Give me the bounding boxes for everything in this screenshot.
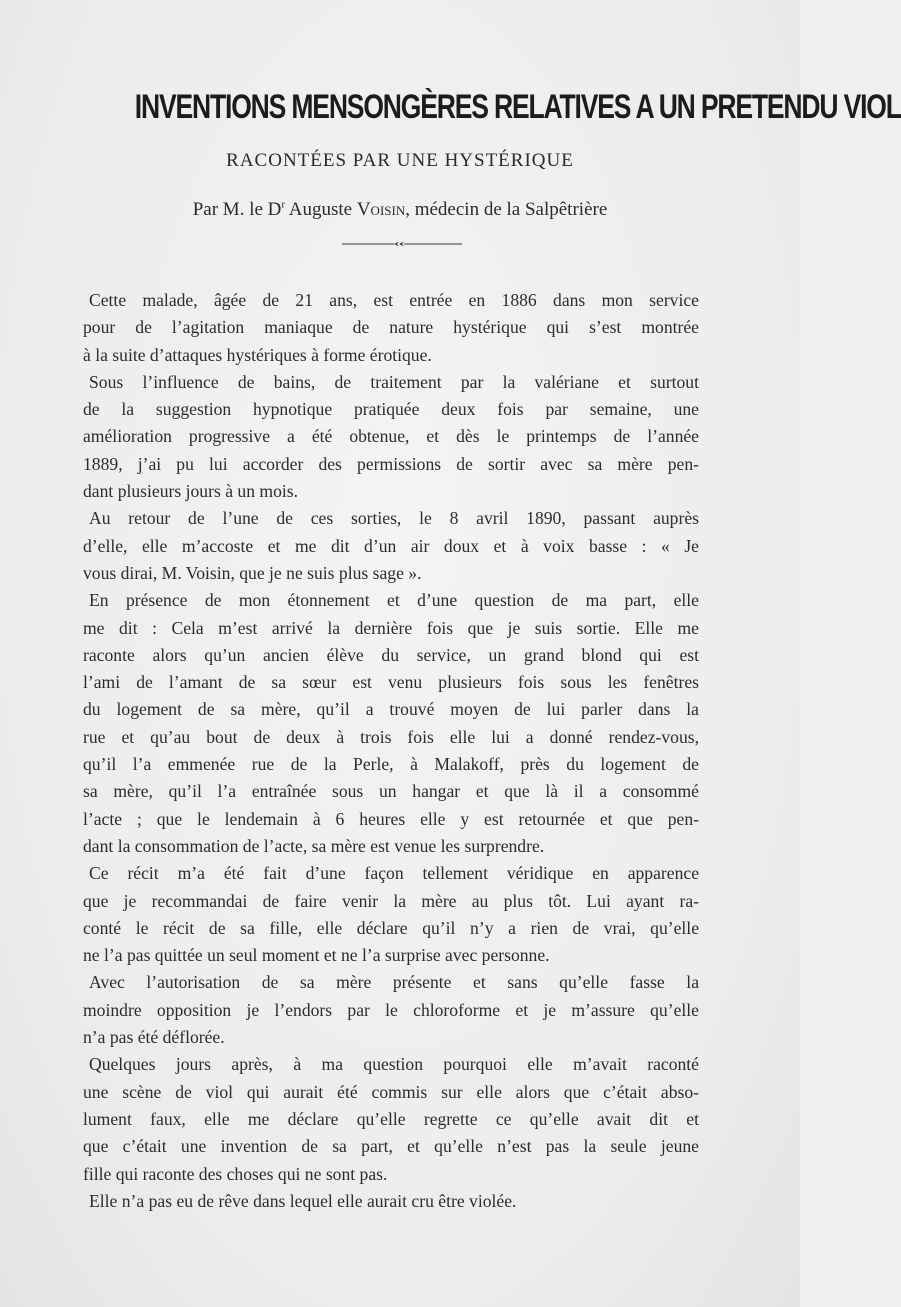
paragraph (83, 287, 699, 369)
article-subtitle: RACONTÉES PAR UNE HYSTÉRIQUE (226, 150, 574, 171)
text-line: conté le récit de sa fille, elle déclare qu’il n’y a rien de vrai, qu’elle (83, 917, 699, 938)
text-line: Au retour de l’une de ces sorties, le 8 avril 1890, passant auprès (89, 508, 699, 529)
paragraph (83, 587, 699, 860)
text-line: 1889, j’ai pu lui accorder des permissions de sortir avec sa mère pen- (83, 453, 699, 474)
text-line: Avec l’autorisation de sa mère présente et sans qu’elle fasse la (89, 972, 699, 993)
paragraph (83, 505, 699, 587)
text-line: lument faux, elle me déclare qu’elle regrette ce qu’elle avait dit et (83, 1108, 699, 1129)
paragraph (83, 860, 699, 969)
article-body (83, 287, 699, 1215)
text-line: moindre opposition je l’endors par le chloroforme et je m’assure qu’elle (83, 999, 699, 1020)
text-line: du logement de sa mère, qu’il a trouvé moyen de lui parler dans la (83, 699, 699, 720)
text-line: dant plusieurs jours à un mois. (83, 481, 299, 502)
text-line: une scène de viol qui aurait été commis sur elle alors que c’était abso- (83, 1081, 699, 1102)
text-line: d’elle, elle m’accoste et me dit d’un air doux et à voix basse : « Je (83, 535, 699, 556)
text-line: Cette malade, âgée de 21 ans, est entrée en 1886 dans mon service (89, 290, 699, 310)
text-line: Ce récit m’a été fait d’une façon tellement véridique en apparence (89, 863, 699, 884)
text-line: à la suite d’attaques hystériques à forme érotique. (83, 344, 432, 365)
text-line: l’ami de l’amant de sa sœur est venu plusieurs fois sous les fenêtres (83, 672, 699, 693)
paragraph (83, 969, 699, 1051)
article-title: INVENTIONS MENSONGÈRES RELATIVES A UN PRETENDU VIOL (134, 88, 901, 126)
author-line (0, 199, 800, 221)
text-line: n’a pas été déflorée. (83, 1027, 225, 1048)
text-line: pour de l’agitation maniaque de nature hystérique qui s’est montrée (83, 317, 699, 338)
author-first-name: Auguste (285, 199, 357, 220)
text-line: amélioration progressive a été obtenue, et dès le printemps de l’année (83, 426, 699, 447)
text-line: En présence de mon étonnement et d’une question de ma part, elle (89, 590, 699, 611)
author-title-sup: r (281, 198, 286, 211)
text-line: Quelques jours après, à ma question pourquoi elle m’avait raconté (89, 1054, 699, 1075)
text-line: Sous l’influence de bains, de traitement par la valériane et surtout (89, 371, 699, 392)
paragraph (83, 369, 699, 505)
text-line: vous dirai, M. Voisin, que je ne suis plus sage ». (83, 562, 422, 583)
text-line: ne l’a pas quittée un seul moment et ne l’a surprise avec personne. (83, 945, 550, 966)
author-prefix: Par M. le D (192, 199, 282, 220)
text-line: me dit : Cela m’est arrivé la dernière fois que je suis sortie. Elle me (83, 617, 699, 638)
paragraph (83, 1051, 699, 1187)
author-last-name: Voisin (356, 199, 406, 220)
text-line: que je recommandai de faire venir la mère au plus tôt. Lui ayant ra- (83, 890, 699, 911)
divider-ornament (342, 241, 462, 247)
author-affiliation: , médecin de la Salpêtrière (405, 199, 608, 220)
paragraph (83, 1188, 699, 1215)
text-line: de la suggestion hypnotique pratiquée deux fois par semaine, une (83, 399, 699, 420)
text-line: rue et qu’au bout de deux à trois fois elle lui a donné rendez-vous, (83, 726, 699, 747)
text-line: raconte alors qu’un ancien élève du service, un grand blond qui est (83, 644, 699, 665)
text-line: fille qui raconte des choses qui ne sont pas. (83, 1163, 388, 1184)
text-line: l’acte ; que le lendemain à 6 heures elle y est retournée et que pen- (83, 808, 699, 829)
text-line: qu’il l’a emmenée rue de la Perle, à Malakoff, près du logement de (83, 754, 699, 775)
text-line: que c’était une invention de sa part, et qu’elle n’est pas la seule jeune (83, 1136, 699, 1157)
text-line: sa mère, qu’il l’a entraînée sous un hangar et que là il a consommé (83, 781, 699, 802)
text-line: Elle n’a pas eu de rêve dans lequel elle aurait cru être violée. (89, 1190, 517, 1211)
text-line: dant la consommation de l’acte, sa mère est venue les surprendre. (83, 835, 545, 856)
